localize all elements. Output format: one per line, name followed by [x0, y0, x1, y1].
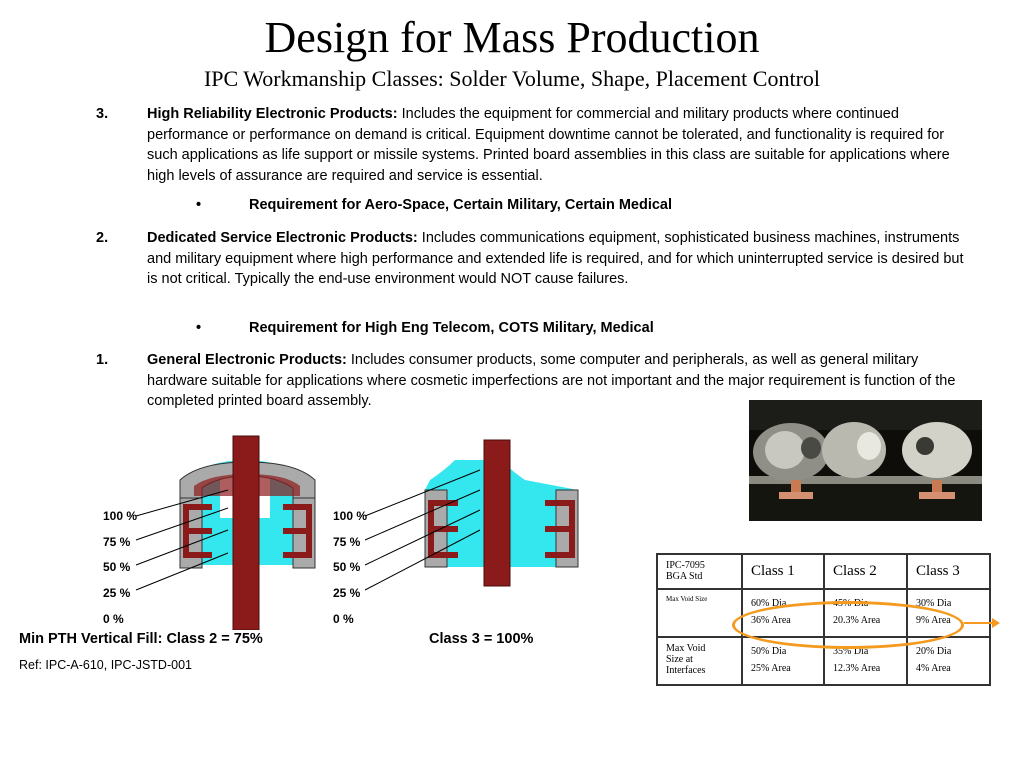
table-header-class-2: Class 2 [824, 554, 907, 589]
pth-fill-diagram-class-3 [330, 430, 590, 630]
cell-dia: 35% Dia [833, 646, 869, 657]
fill-label-75: 75 % [333, 535, 361, 549]
table-row-label [657, 637, 742, 685]
table-cell [907, 637, 990, 685]
fill-label-25: 25 % [333, 586, 361, 600]
fill-label-50: 50 % [103, 560, 131, 574]
cell-area: 12.3% Area [833, 663, 881, 674]
table-header-class-1: Class 1 [742, 554, 824, 589]
cell-dia: 20% Dia [916, 646, 952, 657]
class-3-item [96, 104, 976, 186]
bga-void-photo [749, 400, 982, 521]
item-number: 1. [96, 352, 109, 368]
bullet-dot: • [196, 197, 202, 213]
pth-fill-diagram-class-2 [100, 430, 320, 630]
slide-subtitle: IPC Workmanship Classes: Solder Volume, Shape, Placement Control [203, 66, 821, 91]
reference-note: Ref: IPC-A-610, IPC-JSTD-001 [19, 658, 192, 672]
cell-area: 36% Area [751, 615, 791, 626]
caption-class-3: Class 3 = 100% [429, 631, 534, 647]
cell-area: 20.3% Area [833, 615, 881, 626]
fill-label-0: 0 % [103, 612, 124, 626]
bullet-dot: • [196, 320, 202, 336]
item-number: 2. [96, 230, 109, 246]
cell-dia: 30% Dia [916, 598, 952, 609]
highlight-ellipse [732, 601, 964, 649]
arrow-right-icon [964, 615, 1004, 631]
cell-dia: 50% Dia [751, 646, 787, 657]
fill-label-25: 25 % [103, 586, 131, 600]
class-2-item [96, 228, 976, 290]
table-corner-line: IPC-7095 [666, 560, 705, 571]
caption-class-2: Min PTH Vertical Fill: Class 2 = 75% [19, 631, 263, 647]
cell-area: 4% Area [916, 663, 951, 674]
row-label-line: Size at [666, 654, 693, 665]
requirement-text: Requirement for Aero-Space, Certain Military, Certain Medical [249, 197, 673, 213]
item-heading: General Electronic Products: [147, 352, 347, 368]
cell-area: 9% Area [916, 615, 951, 626]
item-number: 3. [96, 106, 109, 122]
cell-dia: 45% Dia [833, 598, 869, 609]
row-label-line: Max Void [666, 643, 706, 654]
table-corner-line: BGA Std [666, 571, 703, 582]
fill-label-100: 100 % [103, 509, 138, 523]
slide-title: Design for Mass Production [264, 13, 760, 62]
item-body: Includes communications equipment, sophisticated business machines, instruments and military equipment where high performance and extended life is required, and for which uninterrupted service is desired but is not critical. Typically the end-use environment would NOT cause failures. [147, 230, 964, 288]
fill-label-0: 0 % [333, 612, 354, 626]
item-body: Includes the equipment for commercial and military products where continued performance or performance on demand is critical. Equipment downtime cannot be tolerated, and functionality is required for such applications as life support or missile systems. Printed board assemblies in this class are suitable for applications where high levels of assurance are required and service is essential. [147, 106, 950, 184]
fill-label-75: 75 % [103, 535, 131, 549]
table-row-label [657, 589, 742, 637]
fill-label-50: 50 % [333, 560, 361, 574]
table-corner-cell [657, 554, 742, 589]
item-heading: High Reliability Electronic Products: [147, 106, 398, 122]
fill-label-100: 100 % [333, 509, 368, 523]
cell-area: 25% Area [751, 663, 791, 674]
row-label-line: Max Void Size [666, 595, 708, 603]
table-header-class-3: Class 3 [907, 554, 990, 589]
cell-dia: 60% Dia [751, 598, 787, 609]
requirement-text: Requirement for High Eng Telecom, COTS Military, Medical [249, 320, 654, 336]
item-body: Includes consumer products, some computer and peripherals, as well as general military hardware suitable for applications where cosmetic imperfections are not important and the major requirement is function of the completed printed board assembly. [147, 352, 956, 410]
row-label-line: Interfaces [666, 665, 706, 676]
item-heading: Dedicated Service Electronic Products: [147, 230, 418, 246]
